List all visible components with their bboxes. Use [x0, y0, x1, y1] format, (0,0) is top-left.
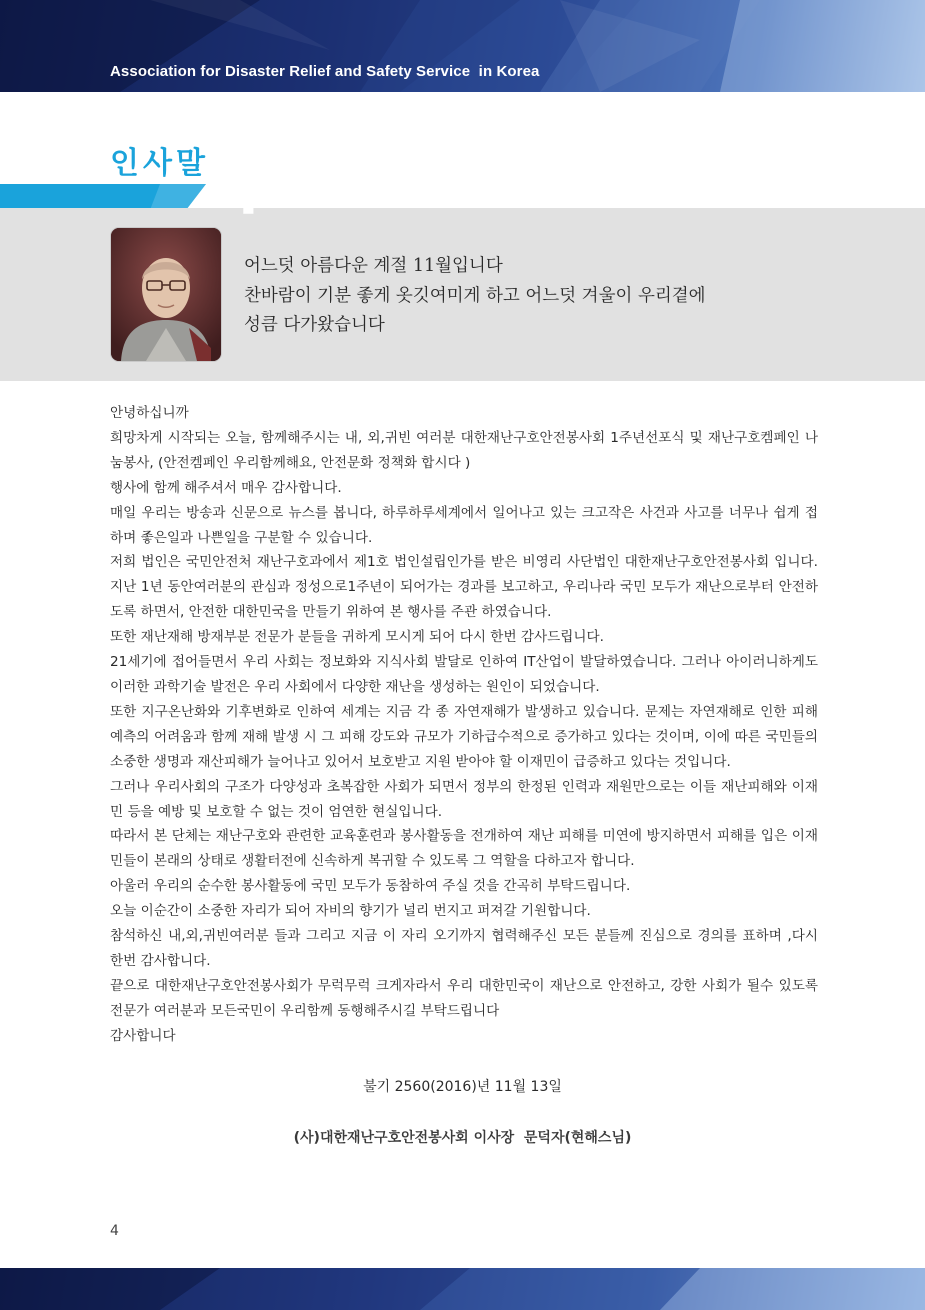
- body-paragraph: 희망차게 시작되는 오늘, 함께해주시는 내, 외,귀빈 여러분 대한재난구호안전봉사회 1주년선포식 및 재난구호켐페인 나눔봉사, (안전켐페인 우리함께해요, 안전문화 정책화 합시다 ): [110, 429, 818, 471]
- body-paragraph: 따라서 본 단체는 재난구호와 관련한 교육훈련과 봉사활동을 전개하여 재난 피해를 미연에 방지하면서 피해를 입은 이재민들이 본래의 상태로 생활터전에 신속하게 복귀할 수 있도록 그 역할을 다하고자 합니다.: [110, 828, 819, 870]
- quote-line: 성큼 다가왔습니다: [244, 315, 385, 335]
- date-line: 불기 2560(2016)년 11월 13일: [363, 1079, 562, 1095]
- body-paragraph: 오늘 이순간이 소중한 자리가 되어 자비의 향기가 널리 번지고 퍼져갈 기원합니다.: [110, 903, 591, 920]
- body-paragraph: 21세기에 접어들면서 우리 사회는 정보화와 지식사회 발달로 인하여 IT산업이 발달하였습니다. 그러나 아이러니하게도 이러한 과학기술 발전은 우리 사회에서 다양한 재난을 생성하는 원인이 되었습니다.: [110, 654, 818, 695]
- signature: (사)대한재난구호안전봉사회 이사장 문덕자(현해스님): [293, 1130, 632, 1146]
- greeting-body: [110, 401, 818, 1049]
- body-paragraph: 감사합니다: [110, 1027, 176, 1044]
- page-footer-banner: [0, 1268, 925, 1310]
- quote-text: [244, 252, 864, 341]
- quote-mark-icon: ❛: [240, 188, 256, 244]
- body-paragraph: 안녕하십니까: [110, 405, 189, 421]
- body-paragraph: 또한 지구온난화와 기후변화로 인하여 세계는 지금 각 종 자연재해가 발생하고 있습니다. 문제는 자연재해로 인한 피해 예측의 어려움과 함께 재해 발생 시 그 피해 강도와 규모가 기하급수적으로 증가하고 있다는 것이며, 이에 따른 국민들의 소중한 생명과 재산피해가 늘어나고 있어서 보호받고 지원 받아야 할 이재민이 급증하고 있다는 것입니다.: [110, 703, 818, 770]
- page-header-banner: [0, 0, 925, 92]
- body-paragraph: 매일 우리는 방송과 신문으로 뉴스를 봅니다, 하루하루세계에서 일어나고 있는 크고작은 사건과 사고를 너무나 쉽게 접하며 좋은일과 나쁜일을 구분할 수 있습니다.: [110, 504, 818, 546]
- body-paragraph: 그러나 우리사회의 구조가 다양성과 초복잡한 사회가 되면서 정부의 한정된 인력과 재원만으로는 이들 재난피해와 이재민 등을 예방 및 보호할 수 없는 것이 엄연한 현실입니다.: [110, 778, 818, 820]
- quote-line: 찬바람이 기분 좋게 옷깃여미게 하고 어느덧 겨울이 우리곁에: [244, 285, 706, 306]
- footer-geometric-pattern: [0, 1268, 925, 1310]
- body-paragraph: 행사에 함께 해주셔서 매우 감사합니다.: [110, 479, 342, 496]
- body-paragraph: 아울러 우리의 순수한 봉사활동에 국민 모두가 동참하여 주실 것을 간곡히 부탁드립니다.: [110, 878, 631, 895]
- portrait-photo: [111, 228, 221, 361]
- body-paragraph: 끝으로 대한재난구호안전봉사회가 무럭무럭 크게자라서 우리 대한민국이 재난으로 안전하고, 강한 사회가 될수 있도록 전문가 여러분과 모든국민이 우리함께 동행해주시길 부탁드립니다: [110, 977, 818, 1019]
- accent-stripe: [0, 184, 925, 210]
- body-paragraph: 참석하신 내,외,귀빈여러분 들과 그리고 지금 이 자리 오기까지 협력해주신 모든 분들께 진심으로 경의를 표하며 ,다시 한번 감사합니다.: [110, 928, 818, 969]
- page-number: 4: [110, 1223, 119, 1239]
- page-title: 인사말: [110, 146, 209, 181]
- body-paragraph: 또한 재난재해 방재부분 전문가 분들을 귀하게 모시게 되어 다시 한번 감사드립니다.: [110, 629, 605, 646]
- header-title: Association for Disaster Relief and Safety Service in Korea: [110, 63, 540, 80]
- quote-line: 어느덧 아름다운 계절 11월입니다: [244, 256, 503, 276]
- body-paragraph: 저희 법인은 국민안전처 재난구호과에서 제1호 법인설립인가를 받은 비영리 사단법인 대한재난구호안전봉사회 입니다. 지난 1년 동안여러분의 관심과 정성으로1주년이 되어가는 경과를 보고하고, 우리나라 국민 모두가 재난으로부터 안전하도록 하면서, 안전한 대한민국을 만들기 위하여 본 행사를 주관 하였습니다.: [110, 554, 818, 621]
